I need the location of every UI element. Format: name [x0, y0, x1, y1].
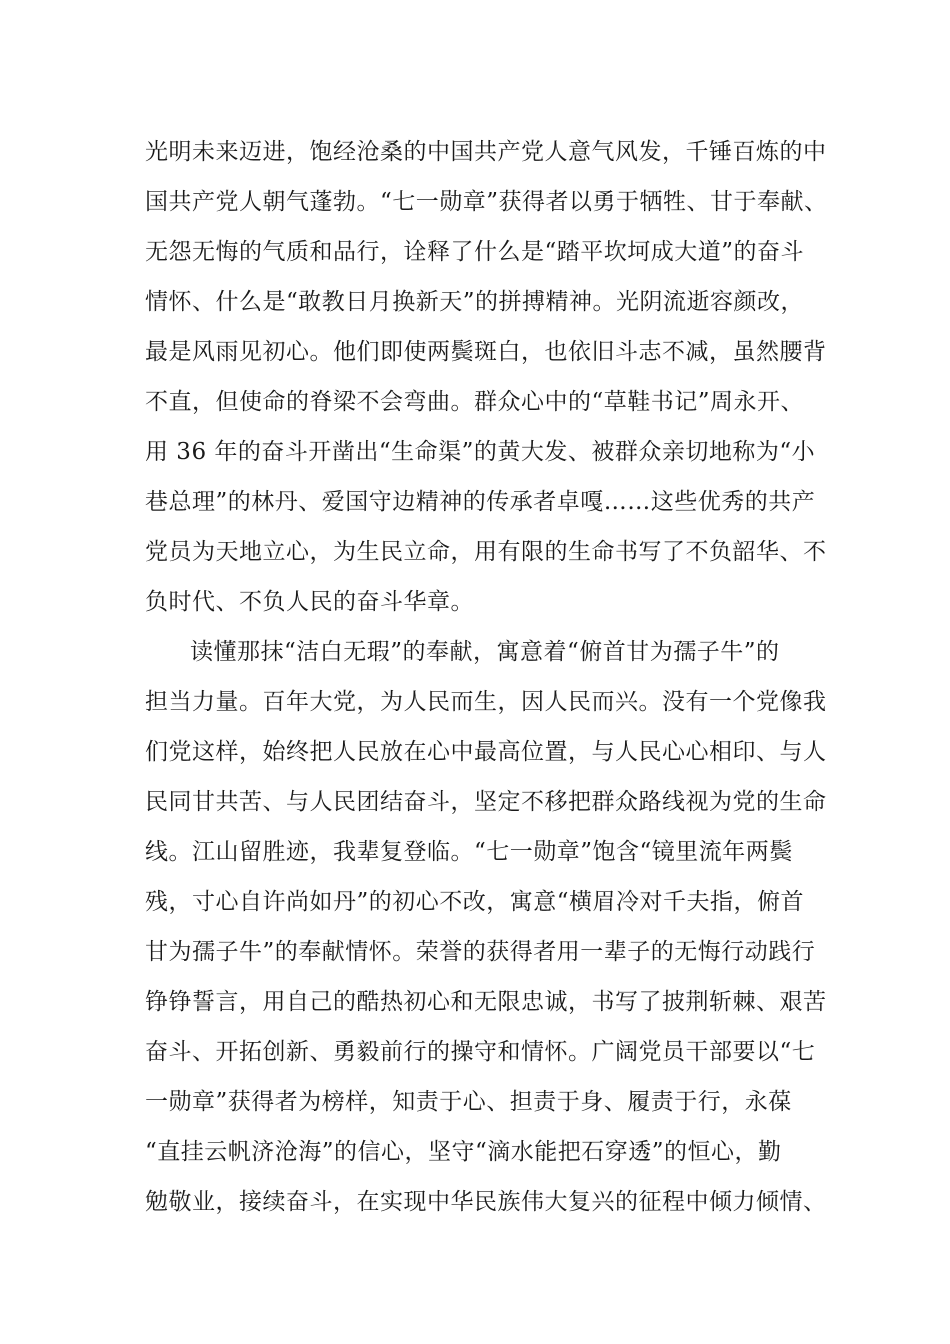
text-line: 们党这样，始终把人民放在心中最高位置，与人民心心相印、与人: [145, 739, 827, 765]
text-line: 担当力量。百年大党，为人民而生，因人民而兴。没有一个党像我: [145, 689, 827, 715]
paragraph-first-line: 读懂那抹“洁白无瑕”的奉献，寓意着“俯首甘为孺子牛”的: [190, 639, 780, 665]
text-line: 一勋章”获得者为榜样，知责于心、担责于身、履责于行，永葆: [145, 1089, 792, 1115]
text-line: 无怨无悔的气质和品行，诠释了什么是“踏平坎坷成大道”的奋斗: [145, 239, 805, 265]
text-line: 铮铮誓言，用自己的酷热初心和无限忠诚，书写了披荆斩棘、艰苦: [145, 989, 827, 1015]
text-line: 国共产党人朝气蓬勃。“七一勋章”获得者以勇于牺牲、甘于奉献、: [145, 189, 828, 215]
text-line: 光明未来迈进，饱经沧桑的中国共产党人意气风发，千锤百炼的中: [145, 139, 827, 165]
text-line: 线。江山留胜迹，我辈复登临。“七一勋章”饱含“镜里流年两鬓: [145, 839, 793, 865]
text-line: 用 36 年的奋斗开凿出“生命渠”的黄大发、被群众亲切地称为“小: [145, 439, 816, 465]
text-line: “直挂云帆济沧海”的信心，坚守“滴水能把石穿透”的恒心，勤: [145, 1139, 782, 1165]
text-line: 负时代、不负人民的奋斗华章。: [145, 589, 474, 615]
text-line: 民同甘共苦、与人民团结奋斗，坚定不移把群众路线视为党的生命: [145, 789, 827, 815]
text-line: 勉敬业，接续奋斗，在实现中华民族伟大复兴的征程中倾力倾情、: [145, 1189, 827, 1215]
text-line: 巷总理”的林丹、爱国守边精神的传承者卓嘎……这些优秀的共产: [145, 489, 816, 515]
text-line: 奋斗、开拓创新、勇毅前行的操守和情怀。广阔党员干部要以“七: [145, 1039, 816, 1065]
text-line: 甘为孺子牛”的奉献情怀。荣誉的获得者用一辈子的无悔行动践行: [145, 939, 816, 965]
text-line: 最是风雨见初心。他们即使两鬓斑白，也依旧斗志不减，虽然腰背: [145, 339, 827, 365]
text-line: 党员为天地立心，为生民立命，用有限的生命书写了不负韶华、不: [145, 539, 827, 565]
text-line: 不直，但使命的脊梁不会弯曲。群众心中的“草鞋书记”周永开、: [145, 389, 805, 415]
text-line: 情怀、什么是“敢教日月换新天”的拼搏精神。光阴流逝容颜改，: [145, 289, 805, 315]
text-line: 残，寸心自许尚如丹”的初心不改，寓意“横眉冷对千夫指，俯首: [145, 889, 805, 915]
